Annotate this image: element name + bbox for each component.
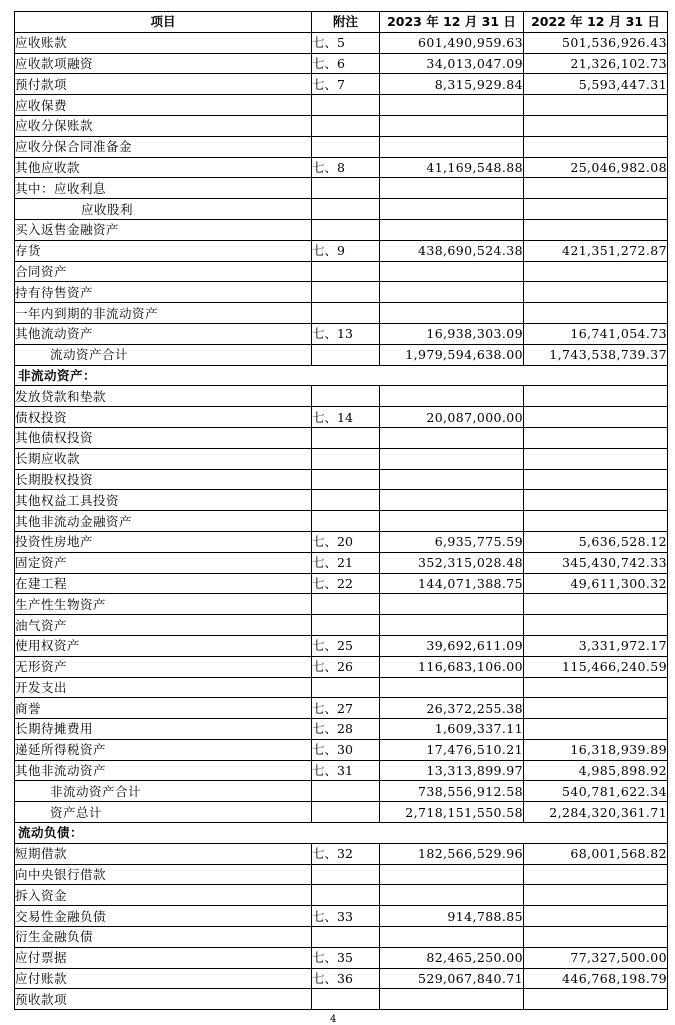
table-row xyxy=(15,178,668,199)
row-item-label: 存货 xyxy=(15,240,312,261)
table-row xyxy=(15,989,668,1010)
row-current-value xyxy=(380,511,524,532)
table-row xyxy=(15,947,668,968)
table-row xyxy=(15,739,668,760)
row-current-value: 13,313,899.97 xyxy=(380,760,524,781)
row-item-label: 其他权益工具投资 xyxy=(15,490,312,511)
row-current-value xyxy=(380,115,524,136)
row-current-value xyxy=(380,677,524,698)
row-previous-value: 540,781,622.34 xyxy=(524,781,668,802)
row-current-value: 738,556,912.58 xyxy=(380,781,524,802)
row-item-label: 生产性生物资产 xyxy=(15,594,312,615)
row-current-value: 182,566,529.96 xyxy=(380,843,524,864)
row-current-value xyxy=(380,178,524,199)
row-note xyxy=(312,386,380,407)
row-note xyxy=(312,490,380,511)
row-item-label: 其他债权投资 xyxy=(15,427,312,448)
row-item-label: 固定资产 xyxy=(15,552,312,573)
row-previous-value xyxy=(524,448,668,469)
row-item-label: 应收账款 xyxy=(15,32,312,53)
row-item-label: 其他非流动资产 xyxy=(15,760,312,781)
table-row xyxy=(15,531,668,552)
row-current-value: 116,683,106.00 xyxy=(380,656,524,677)
row-item-label: 拆入资金 xyxy=(15,885,312,906)
table-row xyxy=(15,843,668,864)
table-row xyxy=(15,386,668,407)
row-current-value: 2,718,151,550.58 xyxy=(380,802,524,823)
row-current-value xyxy=(380,615,524,636)
row-note xyxy=(312,136,380,157)
row-previous-value xyxy=(524,427,668,448)
row-item-label: 预付款项 xyxy=(15,74,312,95)
row-note: 七、36 xyxy=(312,968,380,989)
row-current-value: 914,788.85 xyxy=(380,906,524,927)
table-row xyxy=(15,95,668,116)
row-current-value: 1,979,594,638.00 xyxy=(380,344,524,365)
row-current-value xyxy=(380,594,524,615)
row-item-label: 长期应收款 xyxy=(15,448,312,469)
row-item-label: 应收股利 xyxy=(15,199,312,220)
row-item-label: 其他流动资产 xyxy=(15,323,312,344)
row-note xyxy=(312,448,380,469)
row-current-value xyxy=(380,282,524,303)
row-item-label: 开发支出 xyxy=(15,677,312,698)
header-previous-period: 2022 年 12 月 31 日 xyxy=(524,12,668,33)
row-previous-value xyxy=(524,594,668,615)
row-current-value: 17,476,510.21 xyxy=(380,739,524,760)
row-item-label: 长期股权投资 xyxy=(15,469,312,490)
row-previous-value xyxy=(524,989,668,1010)
row-item-label: 债权投资 xyxy=(15,407,312,428)
row-previous-value xyxy=(524,95,668,116)
row-item-label: 一年内到期的非流动资产 xyxy=(15,303,312,324)
table-row xyxy=(15,864,668,885)
row-item-label: 交易性金融负债 xyxy=(15,906,312,927)
row-current-value xyxy=(380,199,524,220)
row-current-value xyxy=(380,219,524,240)
row-previous-value: 25,046,982.08 xyxy=(524,157,668,178)
row-current-value: 1,609,337.11 xyxy=(380,719,524,740)
row-previous-value: 115,466,240.59 xyxy=(524,656,668,677)
table-row xyxy=(15,615,668,636)
row-previous-value: 68,001,568.82 xyxy=(524,843,668,864)
table-row xyxy=(15,552,668,573)
row-note xyxy=(312,677,380,698)
row-previous-value xyxy=(524,469,668,490)
table-row xyxy=(15,136,668,157)
row-previous-value xyxy=(524,864,668,885)
table-row xyxy=(15,115,668,136)
row-item-label: 买入返售金融资产 xyxy=(15,219,312,240)
section-heading: 非流动资产： xyxy=(15,365,668,386)
row-current-value xyxy=(380,427,524,448)
row-item-label: 发放贷款和垫款 xyxy=(15,386,312,407)
row-note xyxy=(312,427,380,448)
row-note xyxy=(312,781,380,802)
section-row xyxy=(15,823,668,844)
row-current-value: 438,690,524.38 xyxy=(380,240,524,261)
row-note: 七、35 xyxy=(312,947,380,968)
row-current-value: 41,169,548.88 xyxy=(380,157,524,178)
row-note: 七、9 xyxy=(312,240,380,261)
table-row xyxy=(15,511,668,532)
row-previous-value: 501,536,926.43 xyxy=(524,32,668,53)
row-previous-value: 421,351,272.87 xyxy=(524,240,668,261)
table-row xyxy=(15,240,668,261)
row-current-value: 82,465,250.00 xyxy=(380,947,524,968)
row-current-value xyxy=(380,386,524,407)
table-row xyxy=(15,635,668,656)
header-item: 项目 xyxy=(15,12,312,33)
table-row xyxy=(15,906,668,927)
table-row xyxy=(15,323,668,344)
section-row xyxy=(15,365,668,386)
row-note: 七、31 xyxy=(312,760,380,781)
row-item-label: 合同资产 xyxy=(15,261,312,282)
row-item-label: 油气资产 xyxy=(15,615,312,636)
row-current-value: 26,372,255.38 xyxy=(380,698,524,719)
row-item-label: 在建工程 xyxy=(15,573,312,594)
row-previous-value xyxy=(524,719,668,740)
row-item-label: 应付账款 xyxy=(15,968,312,989)
row-note: 七、8 xyxy=(312,157,380,178)
row-previous-value xyxy=(524,219,668,240)
total-row xyxy=(15,344,668,365)
row-current-value: 8,315,929.84 xyxy=(380,74,524,95)
row-previous-value xyxy=(524,303,668,324)
table-row xyxy=(15,698,668,719)
table-row xyxy=(15,74,668,95)
table-row xyxy=(15,157,668,178)
row-item-label: 使用权资产 xyxy=(15,635,312,656)
table-row xyxy=(15,199,668,220)
row-note xyxy=(312,927,380,948)
row-item-label: 应收保费 xyxy=(15,95,312,116)
row-note: 七、22 xyxy=(312,573,380,594)
row-item-label: 非流动资产合计 xyxy=(15,781,312,802)
row-note xyxy=(312,303,380,324)
row-previous-value: 1,743,538,739.37 xyxy=(524,344,668,365)
row-item-label: 持有待售资产 xyxy=(15,282,312,303)
row-previous-value: 446,768,198.79 xyxy=(524,968,668,989)
row-item-label: 应收款项融资 xyxy=(15,53,312,74)
row-previous-value: 4,985,898.92 xyxy=(524,760,668,781)
row-previous-value: 21,326,102.73 xyxy=(524,53,668,74)
row-previous-value: 345,430,742.33 xyxy=(524,552,668,573)
row-current-value: 352,315,028.48 xyxy=(380,552,524,573)
row-current-value xyxy=(380,927,524,948)
row-item-label: 其中：应收利息 xyxy=(15,178,312,199)
row-note: 七、14 xyxy=(312,407,380,428)
row-previous-value xyxy=(524,698,668,719)
row-item-label: 投资性房地产 xyxy=(15,531,312,552)
row-note xyxy=(312,261,380,282)
row-item-label: 应收分保账款 xyxy=(15,115,312,136)
row-item-label: 长期待摊费用 xyxy=(15,719,312,740)
row-note: 七、26 xyxy=(312,656,380,677)
row-note: 七、13 xyxy=(312,323,380,344)
total-row xyxy=(15,781,668,802)
row-current-value xyxy=(380,136,524,157)
row-current-value: 16,938,303.09 xyxy=(380,323,524,344)
row-current-value: 529,067,840.71 xyxy=(380,968,524,989)
table-row xyxy=(15,760,668,781)
row-item-label: 流动资产合计 xyxy=(15,344,312,365)
table-row xyxy=(15,427,668,448)
table-row xyxy=(15,677,668,698)
row-item-label: 资产总计 xyxy=(15,802,312,823)
table-row xyxy=(15,261,668,282)
row-note: 七、20 xyxy=(312,531,380,552)
row-previous-value xyxy=(524,927,668,948)
row-current-value xyxy=(380,95,524,116)
row-previous-value xyxy=(524,511,668,532)
table-row xyxy=(15,469,668,490)
row-current-value: 144,071,388.75 xyxy=(380,573,524,594)
row-note xyxy=(312,178,380,199)
row-previous-value xyxy=(524,199,668,220)
header-current-period: 2023 年 12 月 31 日 xyxy=(380,12,524,33)
table-row xyxy=(15,573,668,594)
row-previous-value xyxy=(524,677,668,698)
row-note xyxy=(312,469,380,490)
row-current-value: 601,490,959.63 xyxy=(380,32,524,53)
table-body xyxy=(15,32,668,1009)
section-heading: 流动负债： xyxy=(15,823,668,844)
row-previous-value xyxy=(524,178,668,199)
table-row xyxy=(15,219,668,240)
table-row xyxy=(15,885,668,906)
row-note: 七、7 xyxy=(312,74,380,95)
table-row xyxy=(15,282,668,303)
row-current-value xyxy=(380,261,524,282)
row-current-value: 6,935,775.59 xyxy=(380,531,524,552)
row-note xyxy=(312,615,380,636)
row-item-label: 应收分保合同准备金 xyxy=(15,136,312,157)
row-item-label: 商誉 xyxy=(15,698,312,719)
row-previous-value xyxy=(524,386,668,407)
total-row xyxy=(15,802,668,823)
table-row xyxy=(15,53,668,74)
row-note: 七、21 xyxy=(312,552,380,573)
row-current-value: 39,692,611.09 xyxy=(380,635,524,656)
table-row xyxy=(15,448,668,469)
table-row xyxy=(15,594,668,615)
row-current-value xyxy=(380,989,524,1010)
row-note xyxy=(312,864,380,885)
row-note xyxy=(312,885,380,906)
row-item-label: 无形资产 xyxy=(15,656,312,677)
row-previous-value xyxy=(524,885,668,906)
row-item-label: 应付票据 xyxy=(15,947,312,968)
row-previous-value: 16,318,939.89 xyxy=(524,739,668,760)
row-current-value xyxy=(380,490,524,511)
row-note xyxy=(312,594,380,615)
row-item-label: 短期借款 xyxy=(15,843,312,864)
row-previous-value: 3,331,972.17 xyxy=(524,635,668,656)
row-note xyxy=(312,199,380,220)
row-previous-value: 5,636,528.12 xyxy=(524,531,668,552)
row-previous-value xyxy=(524,115,668,136)
row-previous-value xyxy=(524,282,668,303)
row-note xyxy=(312,802,380,823)
row-previous-value xyxy=(524,490,668,511)
row-previous-value xyxy=(524,906,668,927)
row-previous-value xyxy=(524,136,668,157)
row-note: 七、5 xyxy=(312,32,380,53)
row-previous-value: 49,611,300.32 xyxy=(524,573,668,594)
row-previous-value: 5,593,447.31 xyxy=(524,74,668,95)
table-row xyxy=(15,719,668,740)
row-item-label: 衍生金融负债 xyxy=(15,927,312,948)
row-note xyxy=(312,95,380,116)
row-note xyxy=(312,115,380,136)
header-row xyxy=(15,12,668,33)
row-current-value xyxy=(380,448,524,469)
row-note xyxy=(312,344,380,365)
row-note: 七、33 xyxy=(312,906,380,927)
row-note: 七、30 xyxy=(312,739,380,760)
table-row xyxy=(15,407,668,428)
balance-sheet-table xyxy=(14,11,668,1010)
table-row xyxy=(15,968,668,989)
row-note: 七、28 xyxy=(312,719,380,740)
table-row xyxy=(15,490,668,511)
row-previous-value: 16,741,054.73 xyxy=(524,323,668,344)
row-current-value: 20,087,000.00 xyxy=(380,407,524,428)
row-note: 七、6 xyxy=(312,53,380,74)
table-row xyxy=(15,32,668,53)
row-current-value xyxy=(380,864,524,885)
row-item-label: 预收款项 xyxy=(15,989,312,1010)
row-previous-value xyxy=(524,261,668,282)
row-note xyxy=(312,511,380,532)
row-item-label: 其他非流动金融资产 xyxy=(15,511,312,532)
row-previous-value xyxy=(524,407,668,428)
table-row xyxy=(15,303,668,324)
row-previous-value: 2,284,320,361.71 xyxy=(524,802,668,823)
row-current-value xyxy=(380,303,524,324)
row-note: 七、27 xyxy=(312,698,380,719)
row-current-value: 34,013,047.09 xyxy=(380,53,524,74)
row-note xyxy=(312,282,380,303)
row-previous-value xyxy=(524,615,668,636)
row-current-value xyxy=(380,885,524,906)
row-note xyxy=(312,989,380,1010)
row-note: 七、32 xyxy=(312,843,380,864)
row-current-value xyxy=(380,469,524,490)
row-item-label: 其他应收款 xyxy=(15,157,312,178)
row-item-label: 递延所得税资产 xyxy=(15,739,312,760)
table-row xyxy=(15,656,668,677)
page-number: 4 xyxy=(330,1014,337,1025)
table-row xyxy=(15,927,668,948)
row-note xyxy=(312,219,380,240)
row-previous-value: 77,327,500.00 xyxy=(524,947,668,968)
header-note: 附注 xyxy=(312,12,380,33)
row-note: 七、25 xyxy=(312,635,380,656)
row-item-label: 向中央银行借款 xyxy=(15,864,312,885)
